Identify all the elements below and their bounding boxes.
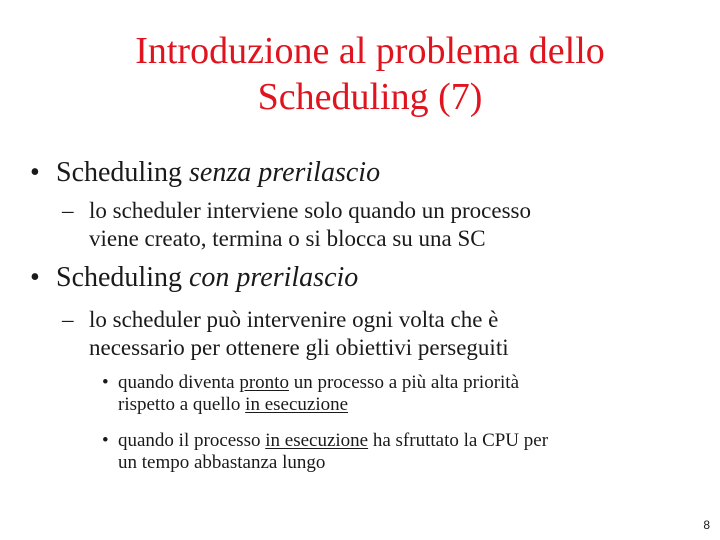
dash-marker: – — [62, 198, 74, 223]
sub-bullet-line: lo scheduler può intervenire ogni volta che è — [89, 307, 499, 332]
text-fragment: rispetto a quello — [118, 394, 241, 415]
text-fragment: un tempo abbastanza lungo — [118, 452, 326, 473]
bullet-label: Scheduling — [56, 262, 182, 293]
text-fragment: un processo a più alta priorità — [293, 372, 520, 393]
bullet-marker: • — [102, 430, 109, 451]
bullet-label: Scheduling — [56, 157, 182, 188]
text-fragment: quando diventa — [118, 372, 235, 393]
text-fragment: quando il processo — [118, 430, 261, 451]
bullet-emphasis: con prerilascio — [189, 262, 359, 293]
title-line-2: Scheduling (7) — [257, 76, 483, 118]
text-fragment: ha sfruttato la CPU per — [372, 430, 549, 451]
dash-marker: – — [62, 307, 74, 332]
slide-title — [60, 28, 680, 120]
page-number: 8 — [703, 518, 710, 532]
sub-bullet-line: necessario per ottenere gli obiettivi perseguiti — [89, 335, 509, 360]
underlined-term: pronto — [239, 372, 289, 393]
underlined-term: in esecuzione — [245, 394, 349, 415]
bullet-marker: • — [30, 262, 40, 293]
sub-bullet-line: viene creato, termina o si blocca su una SC — [89, 226, 486, 251]
title-line-1: Introduzione al problema dello — [135, 30, 605, 72]
underlined-term: in esecuzione — [265, 430, 369, 451]
bullet-marker: • — [30, 157, 40, 188]
bullet-marker: • — [102, 372, 109, 393]
sub-bullet-line: lo scheduler interviene solo quando un processo — [89, 198, 531, 223]
bullet-emphasis: senza prerilascio — [189, 157, 381, 188]
